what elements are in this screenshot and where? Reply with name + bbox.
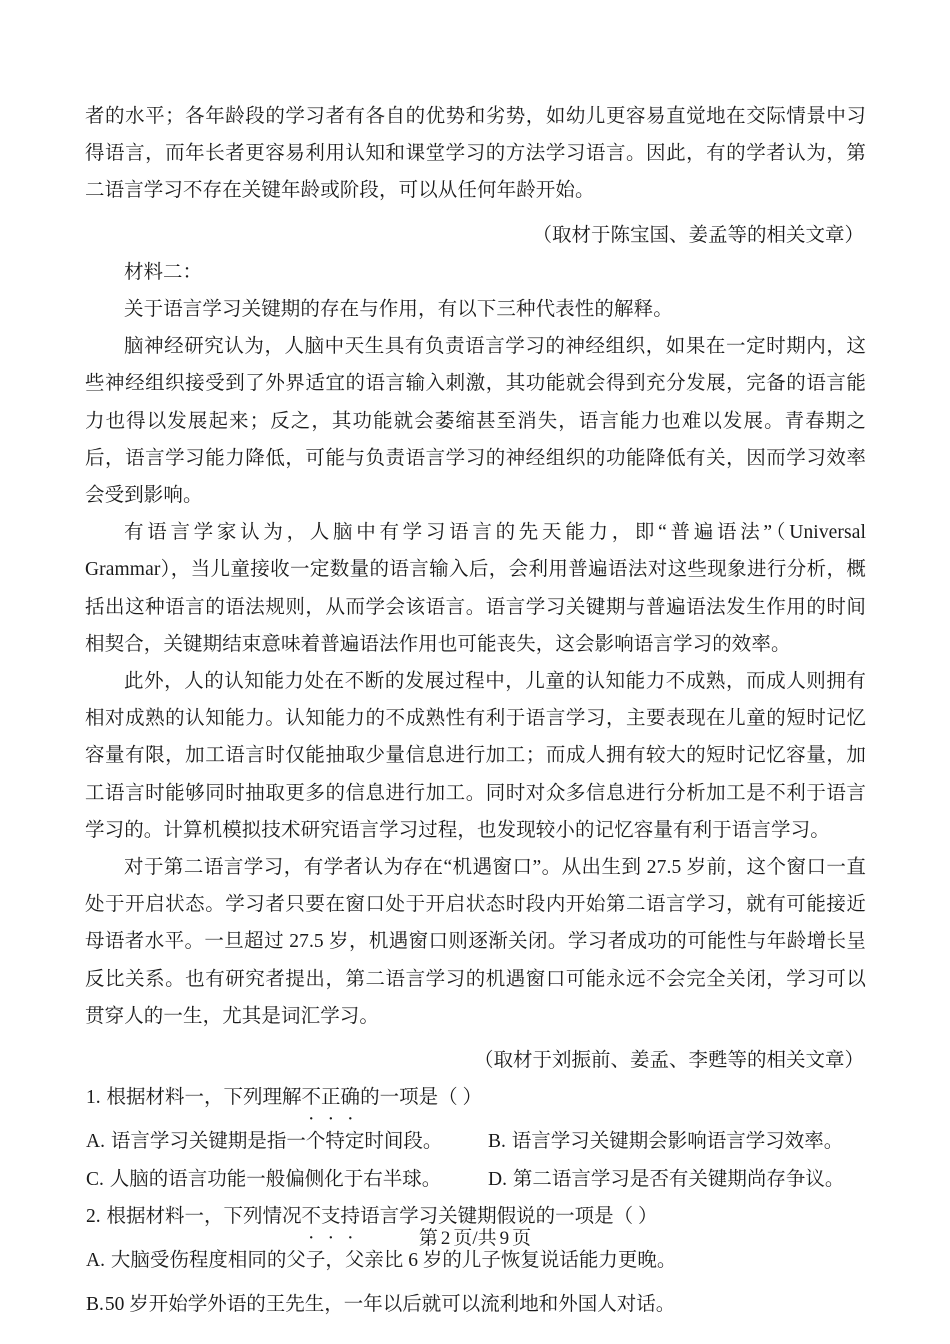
option-2-b[interactable] [85,1286,866,1323]
paragraph-universal-grammar: 有语言学家认为，人脑中有学习语言的先天能力，即“普遍语法”（Universal Grammar），当儿童接收一定数量的语言输入后，会利用普遍语法对这些现象进行分析，概括出这种语言的语法规则，从而学会该语言。语言学习关键期与普遍语法发生作用的时间相契合，关键期结束意味着普遍语法作用也可能丧失，这会影响语言学习的效率。 [85,522,866,655]
question-2-stem-after: 语言学习关键期假说的一项是（ ） [360,1205,658,1227]
option-1-d-text: 第二语言学习是否有关键期尚存争议。 [507,1168,845,1190]
paragraph-neuroscience: 脑神经研究认为，人脑中天生具有负责语言学习的神经组织，如果在一定时期内，这些神经组织接受到了外界适宜的语言输入刺激，其功能就会得到充分发展，完备的语言能力也得以发展起来；反之，其功能就会萎缩甚至消失，语言能力也难以发展。青春期之后，语言学习能力降低，可能与负责语言学习的神经组织的功能降低有关，因而学习效率会受到影响。 [85,336,866,507]
option-1-a-letter: A. [86,1131,105,1153]
spacer [85,210,866,217]
footer-prefix: 第 [418,1228,438,1249]
material-one-attribution: （取材于陈宝国、姜孟等的相关文章） [532,224,864,246]
option-1-b[interactable] [487,1123,866,1160]
option-1-d[interactable] [487,1161,866,1198]
material-one-tail-paragraph: 者的水平；各年龄段的学习者有各自的优势和劣势，如幼儿更容易直觉地在交际情景中习得语言，而年长者更容易利用认知和课堂学习的方法学习语言。因此，有的学者认为，第二语言学习不存在关键年龄或阶段，可以从任何年龄开始。 [85,106,866,202]
question-1-options-row-1 [85,1123,866,1160]
option-1-c-letter: C. [86,1168,104,1190]
question-1-stem-before: 根据材料一，下列理解 [101,1087,302,1109]
paragraph-cognition: 此外，人的认知能力处在不断的发展过程中，儿童的认知能力不成熟，而成人则拥有相对成熟的认知能力。认知能力的不成熟性有利于语言学习，主要表现在儿童的短时记忆容量有限，加工语言时仅能抽取少量信息进行加工；而成人拥有较大的短时记忆容量，加工语言时能够同时抽取更多的信息进行加工。同时对众多信息进行分析加工是不利于语言学习的。计算机模拟技术研究语言学习过程，也发现较小的记忆容量有利于语言学习。 [85,671,866,841]
option-1-b-letter: B. [488,1131,506,1153]
paragraph-intro: 关于语言学习关键期的存在与作用，有以下三种代表性的解释。 [124,299,673,321]
question-2-emphasis: 不支持 [301,1205,361,1227]
option-1-b-text: 语言学习关键期会影响语言学习效率。 [506,1131,844,1153]
option-1-a-text: 语言学习关键期是指一个特定时间段。 [105,1131,443,1153]
question-1-number: 1. [86,1087,101,1109]
question-2-number: 2. [86,1205,101,1227]
page-footer [0,1226,950,1252]
paragraph-window-of-opportunity: 对于第二语言学习，有学者认为存在“机遇窗口”。从出生到 27.5 岁前，这个窗口一直处于开启状态。学习者只要在窗口处于开启状态时段内开始第二语言学习，就有可能接近母语者水平。一旦超过 27.5 岁，机遇窗口则逐渐关闭。学习者成功的可能性与年龄增长呈反比关系。也有研究者提出，第二语言学习的机遇窗口可能永远不会完全关闭，学习可以贯穿人的一生，尤其是词汇学习。 [85,857,866,1027]
footer-total-pages: 9 [499,1228,510,1249]
question-1-options-row-2 [85,1161,866,1198]
spacer [85,1035,866,1042]
question-2-stem-before: 根据材料一，下列情况 [101,1205,302,1227]
question-1-stem-after: 的一项是（ ） [360,1087,482,1109]
question-1-emphasis: 不正确 [301,1087,361,1109]
option-2-b-letter: B. [86,1294,104,1316]
option-1-c[interactable] [85,1161,487,1198]
footer-suffix: 页 [512,1228,532,1249]
option-2-b-text: 50 岁开始学外语的王先生，一年以后就可以流利地和外国人对话。 [104,1294,676,1316]
spacer [85,1116,866,1123]
option-2-a-letter: A. [86,1250,105,1272]
footer-middle: 页/共 [453,1228,497,1249]
option-1-d-letter: D. [488,1168,507,1190]
material-two-attribution: （取材于刘振前、姜孟、李甦等的相关文章） [473,1050,864,1072]
material-two-label: 材料二： [124,261,203,283]
question-1-stem [85,1079,866,1116]
footer-current-page: 2 [440,1228,451,1249]
page-content [85,98,866,1324]
spacer [85,1279,866,1286]
option-2-a-text: 大脑受伤程度相同的父子，父亲比 6 岁的儿子恢复说话能力更晚。 [105,1250,677,1272]
option-1-a[interactable] [85,1123,487,1160]
option-1-c-text: 人脑的语言功能一般偏侧化于右半球。 [104,1168,442,1190]
